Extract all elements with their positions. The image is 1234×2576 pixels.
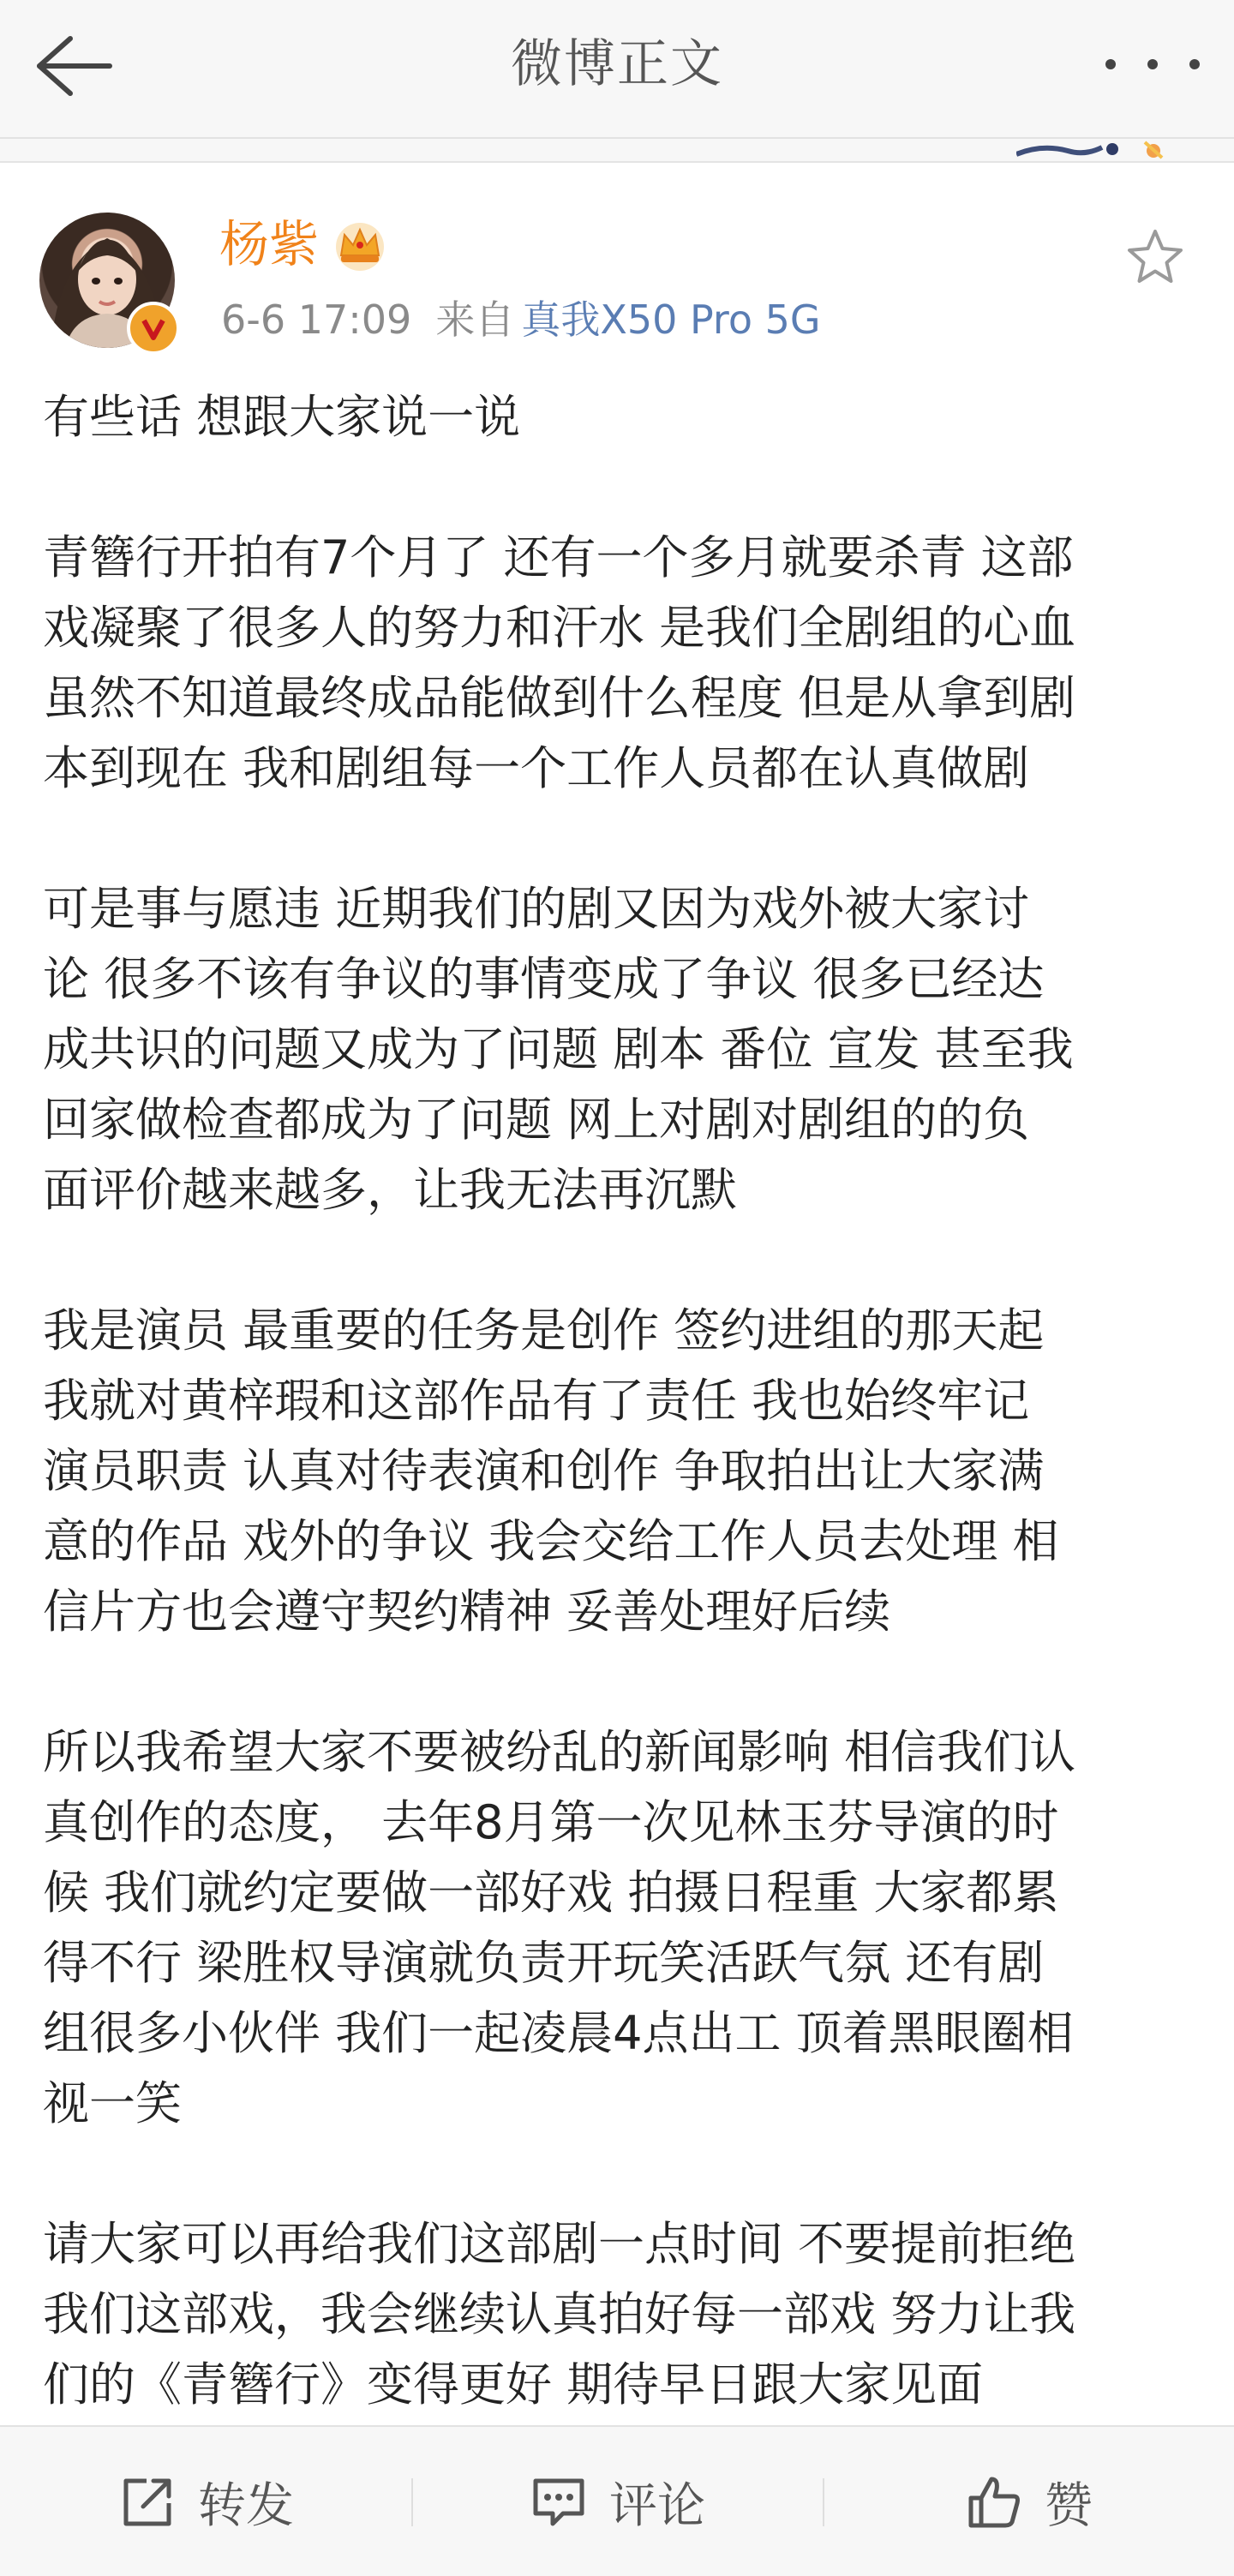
partial-sticker-image	[1016, 139, 1179, 159]
post-text-line: 信片方也会遵守契约精神 妥善处理好后续	[43, 1585, 891, 1638]
post-text-line: 戏凝聚了很多人的努力和汗水 是我们全剧组的心血	[43, 601, 1076, 655]
post-text-line: 们的《青簪行》变得更好 期待早日跟大家见面	[43, 2357, 984, 2411]
star-icon	[1125, 227, 1185, 287]
action-bar	[0, 2425, 1234, 2576]
post-text-line: 真创作的态度， 去年8月第一次见林玉芬导演的时	[43, 1795, 1059, 1849]
post-text-line: 意的作品 戏外的争议 我会交给工作人员去处理 相	[43, 1514, 1059, 1568]
repost-button[interactable]	[0, 2427, 411, 2576]
post-text-line: 所以我希望大家不要被纷乱的新闻影响 相信我们认	[43, 1725, 1076, 1779]
more-dot	[1189, 59, 1200, 69]
crown-icon	[332, 219, 387, 271]
post-text-line: 本到现在 我和剧组每一个工作人员都在认真做剧	[43, 741, 1030, 795]
post-meta	[221, 290, 821, 350]
post-text-line: 我就对黄梓瑕和这部作品有了责任 我也始终牢记	[43, 1374, 1030, 1428]
post-text-line: 可是事与愿违 近期我们的剧又因为戏外被大家讨	[43, 882, 1030, 936]
paragraph-gap	[43, 1225, 1208, 1296]
post-body	[43, 382, 1208, 2420]
post-text-line: 回家做检查都成为了问题 网上对剧对剧组的的负	[43, 1093, 1030, 1147]
favorite-button[interactable]	[1121, 223, 1189, 291]
previous-content-strip	[0, 139, 1234, 163]
top-navigation-bar	[0, 0, 1234, 139]
paragraph-gap	[43, 804, 1208, 874]
author-name[interactable]: 杨紫	[219, 215, 320, 273]
more-dot	[1147, 59, 1158, 69]
like-label: 赞	[1045, 2478, 1093, 2534]
post-text-line: 成共识的问题又成为了问题 剧本 番位 宣发 甚至我	[43, 1022, 1074, 1076]
source-label: 来自	[435, 297, 515, 343]
paragraph-gap	[43, 1647, 1208, 1717]
paragraph-gap	[43, 452, 1208, 523]
verified-badge	[127, 302, 180, 355]
verified-v-icon	[139, 314, 168, 343]
like-button[interactable]	[823, 2427, 1234, 2576]
repost-label: 转发	[198, 2478, 294, 2534]
thumbs-up-icon	[964, 2472, 1024, 2532]
post-text-line: 论 很多不该有争议的事情变成了争议 很多已经达	[43, 952, 1045, 1006]
post-text-line: 视一笑	[43, 2076, 182, 2130]
post-text-line: 得不行 梁胜权导演就负责开玩笑活跃气氛 还有剧	[43, 1936, 1045, 1990]
comment-icon	[529, 2472, 589, 2532]
post-text-line: 演员职责 认真对待表演和创作 争取拍出让大家满	[43, 1444, 1045, 1498]
post-time: 6-6 17:09	[221, 297, 412, 343]
more-button[interactable]	[1105, 34, 1200, 94]
comment-label: 评论	[609, 2478, 705, 2534]
comment-button[interactable]	[411, 2427, 823, 2576]
device-link[interactable]: 真我X50 Pro 5G	[521, 297, 821, 343]
page-title: 微博正文	[511, 34, 723, 94]
post-text-line: 有些话 想跟大家说一说	[43, 390, 521, 444]
more-dots-icon	[1105, 59, 1116, 69]
paragraph-gap	[43, 2139, 1208, 2209]
post-text-line: 面评价越来越多，让我无法再沉默	[43, 1163, 737, 1217]
share-icon	[117, 2472, 177, 2532]
post-text-line: 组很多小伙伴 我们一起凌晨4点出工 顶着黑眼圈相	[43, 2006, 1074, 2060]
post-text-line: 请大家可以再给我们这部剧一点时间 不要提前拒绝	[43, 2217, 1076, 2271]
post-text-line: 我是演员 最重要的任务是创作 签约进组的那天起	[43, 1303, 1045, 1357]
post-text-line: 青簪行开拍有7个月了 还有一个多月就要杀青 这部	[43, 530, 1074, 584]
post-text-line: 虽然不知道最终成品能做到什么程度 但是从拿到剧	[43, 671, 1076, 725]
post-text-line: 我们这部戏，我会继续认真拍好每一部戏 努力让我	[43, 2287, 1076, 2341]
post-text-line: 候 我们就约定要做一部好戏 拍摄日程重 大家都累	[43, 1866, 1059, 1920]
